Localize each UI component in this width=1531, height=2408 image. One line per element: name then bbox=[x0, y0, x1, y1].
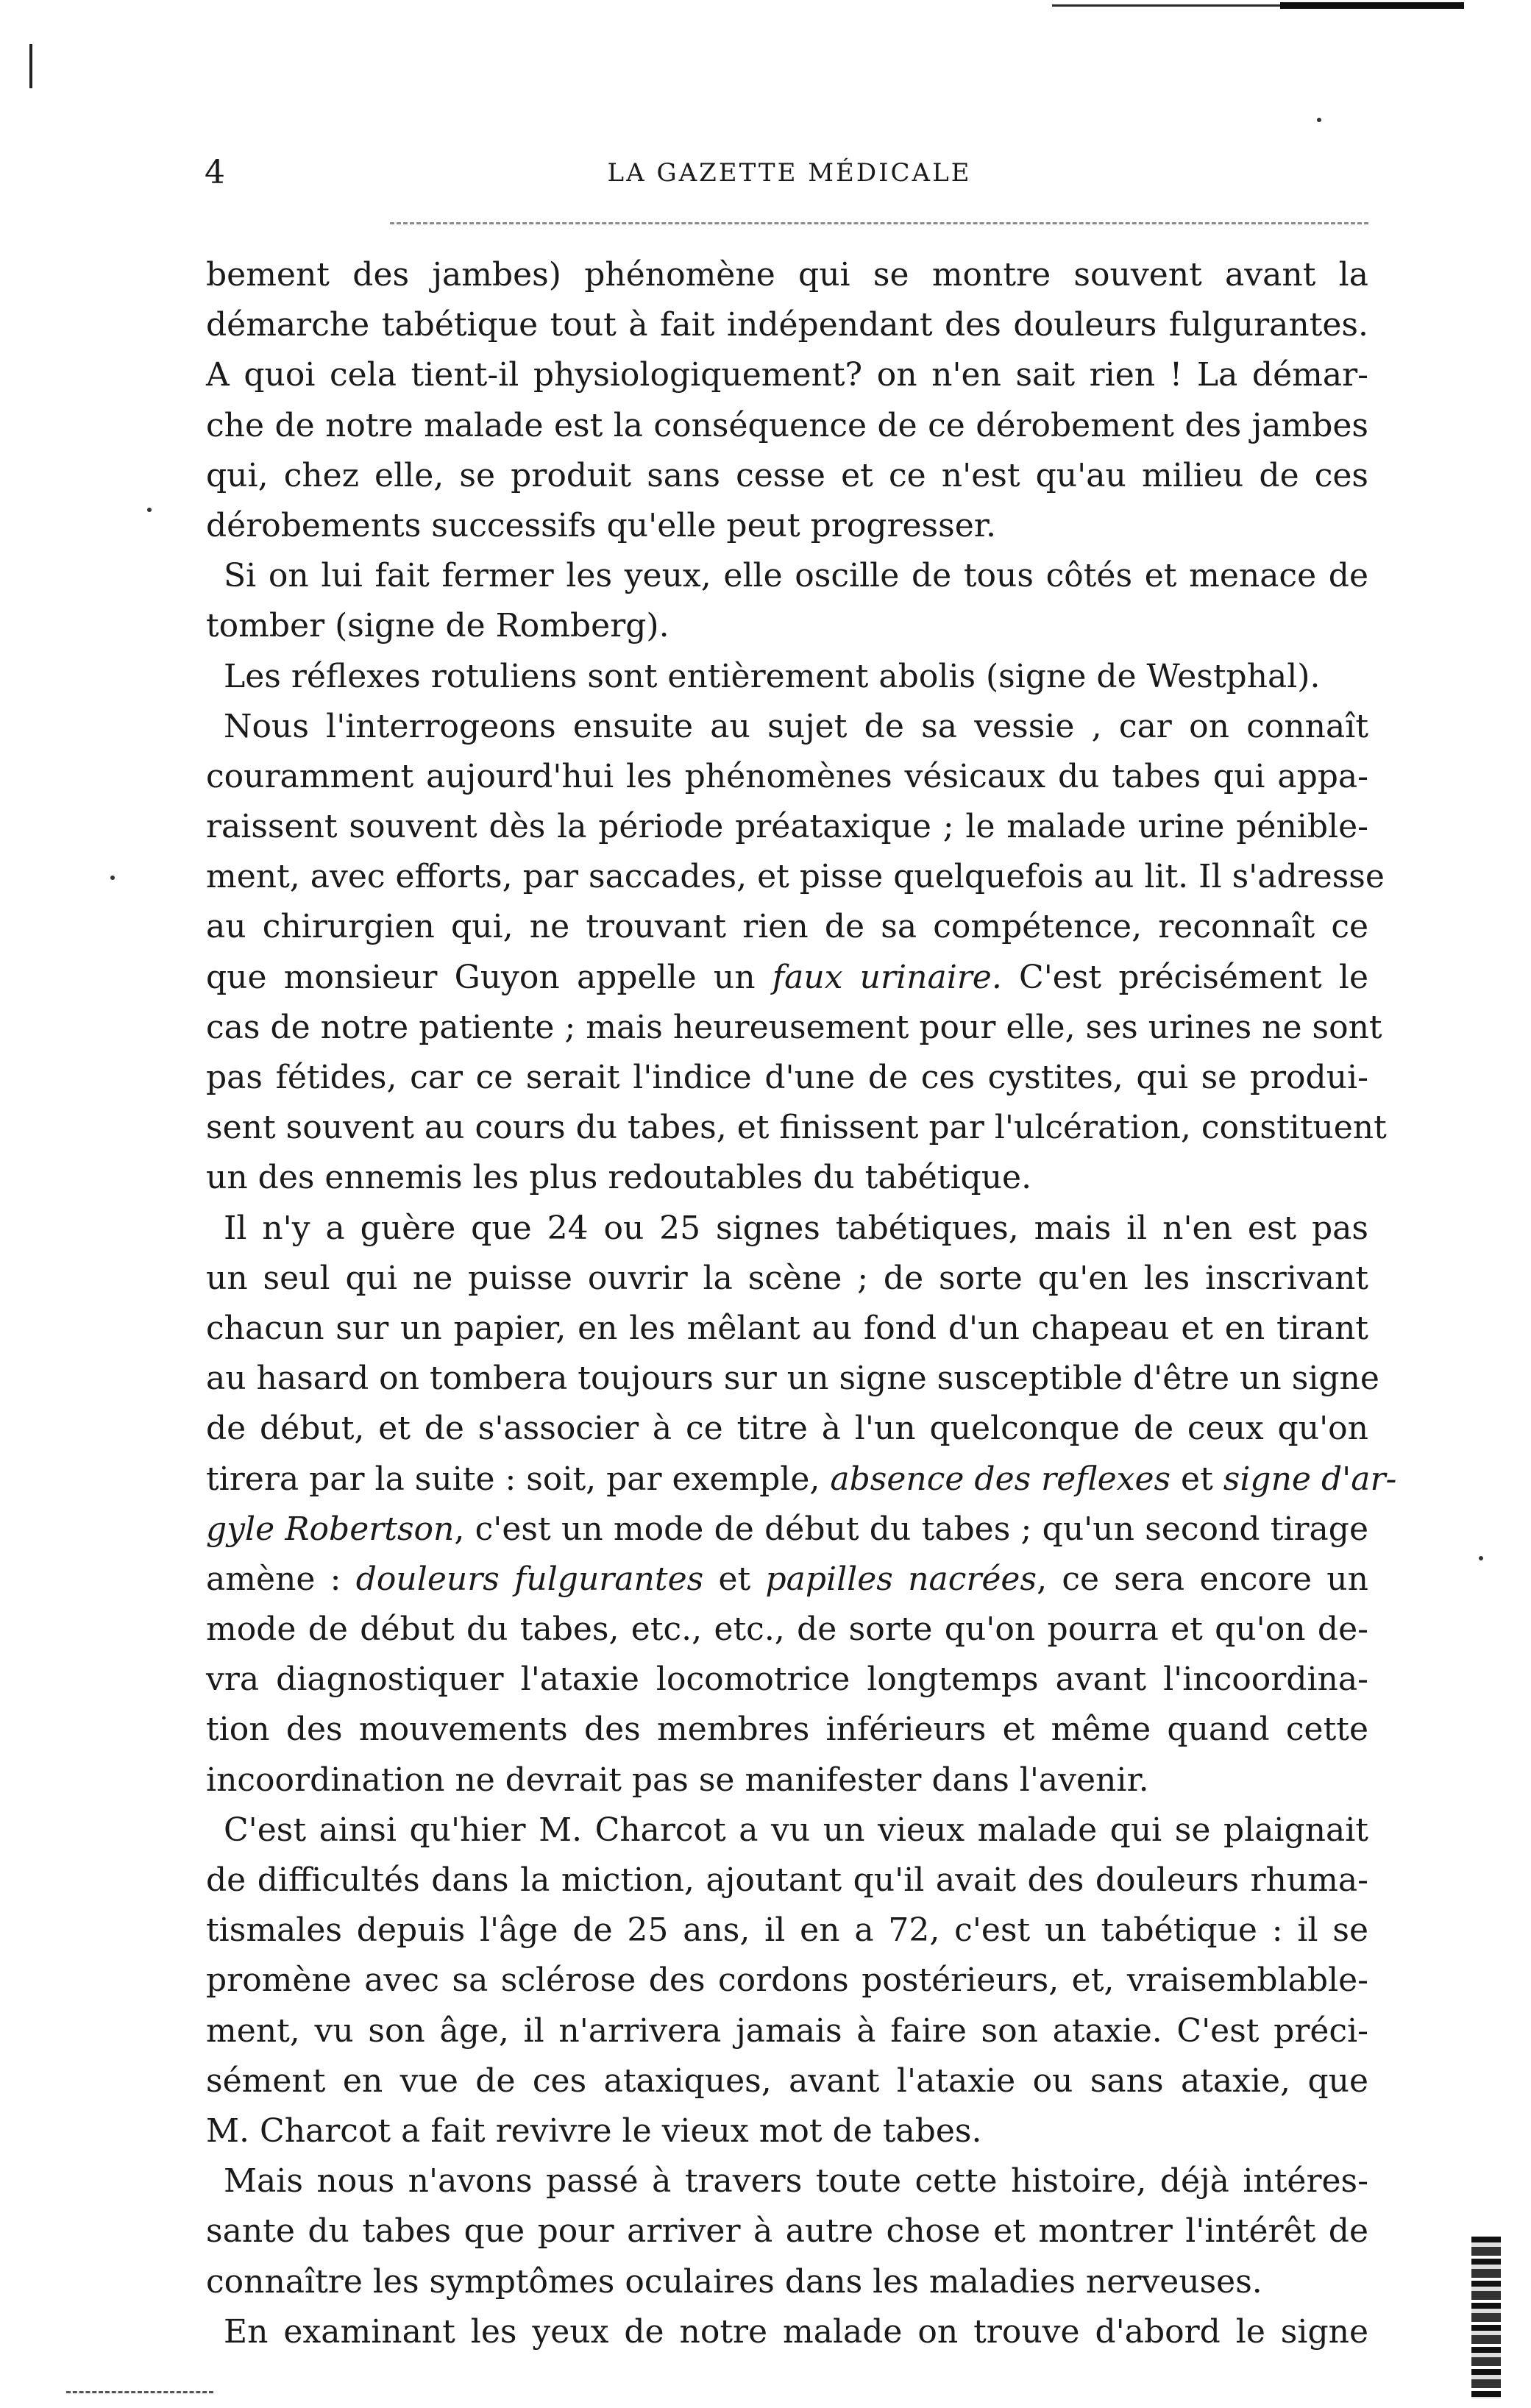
text-line: un des ennemis les plus redoutables du tabétique. bbox=[206, 1159, 1032, 1197]
text-line: au hasard on tombera toujours sur un signe susceptible d'être un signe bbox=[206, 1360, 1379, 1398]
text-line: sante du tabes que pour arriver à autre chose et montrer l'intérêt de bbox=[206, 2212, 1368, 2251]
margin-dot bbox=[147, 508, 152, 512]
margin-dot bbox=[110, 876, 115, 880]
text-line: C'est ainsi qu'hier M. Charcot a vu un vieux malade qui se plaignait bbox=[224, 1811, 1368, 1849]
text-line: dérobements successifs qu'elle peut progresser. bbox=[206, 506, 996, 544]
italic-term: gyle Robertson bbox=[206, 1510, 455, 1548]
text-line: démarche tabétique tout à fait indépendant des douleurs fulgurantes. bbox=[206, 306, 1368, 344]
italic-term: faux urinaire. bbox=[772, 958, 1002, 996]
text-line bbox=[206, 1505, 1368, 1555]
text-line: Les réflexes rotuliens sont entièrement abolis (signe de Westphal). bbox=[224, 657, 1321, 695]
text-line: couramment aujourd'hui les phénomènes vésicaux du tabes qui appa- bbox=[206, 757, 1368, 795]
text-run: amène : bbox=[206, 1560, 356, 1598]
text-line: sément en vue de ces ataxiques, avant l'ataxie ou sans ataxie, que bbox=[206, 2061, 1368, 2100]
text-line: Mais nous n'avons passé à travers toute cette histoire, déjà intéres- bbox=[224, 2162, 1368, 2201]
text-line: sent souvent au cours du tabes, et finissent par l'ulcération, constituent bbox=[206, 1109, 1387, 1147]
text-line: tion des mouvements des membres inférieurs et même quand cette bbox=[206, 1711, 1368, 1749]
italic-term: papilles nacrées bbox=[765, 1560, 1037, 1598]
text-line: qui, chez elle, se produit sans cesse et ce n'est qu'au milieu de ces bbox=[206, 456, 1368, 494]
page-header bbox=[205, 151, 1374, 195]
text-run: , ce sera encore un bbox=[1037, 1560, 1368, 1598]
text-line: connaître les symptômes oculaires dans les maladies nerveuses. bbox=[206, 2262, 1262, 2301]
text-line: raissent souvent dès la période préataxique ; le malade urine pénible- bbox=[206, 808, 1368, 846]
text-line: En examinant les yeux de notre malade on trouve d'abord le signe bbox=[224, 2312, 1368, 2351]
text-line: M. Charcot a fait revivre le vieux mot de tabes. bbox=[206, 2112, 982, 2150]
margin-dot bbox=[1479, 1556, 1483, 1560]
running-head: LA GAZETTE MÉDICALE bbox=[607, 158, 972, 188]
text-line: vra diagnostiquer l'ataxie locomotrice longtemps avant l'incoordina- bbox=[206, 1661, 1368, 1699]
text-line: promène avec sa sclérose des cordons postérieurs, et, vraisemblable- bbox=[206, 1961, 1368, 2000]
text-run: et bbox=[703, 1560, 766, 1598]
bottom-rule bbox=[66, 2391, 213, 2393]
text-line: de début, et de s'associer à ce titre à l'un quelconque de ceux qu'on bbox=[206, 1410, 1368, 1448]
text-line: ment, vu son âge, il n'arrivera jamais à faire son ataxie. C'est préci- bbox=[206, 2011, 1368, 2050]
text-line: Nous l'interrogeons ensuite au sujet de sa vessie , car on connaît bbox=[224, 707, 1368, 745]
text-line: che de notre malade est la conséquence de ce dérobement des jambes bbox=[206, 406, 1368, 444]
text-line: mode de début du tabes, etc., etc., de sorte qu'on pourra et qu'on de- bbox=[206, 1610, 1368, 1649]
text-line: Si on lui fait fermer les yeux, elle oscille de tous côtés et menace de bbox=[224, 557, 1368, 595]
text-run: que monsieur Guyon appelle un bbox=[206, 958, 772, 996]
text-line: Il n'y a guère que 24 ou 25 signes tabétiques, mais il n'en est pas bbox=[224, 1209, 1368, 1247]
margin-dot bbox=[1317, 118, 1321, 122]
text-line: pas fétides, car ce serait l'indice d'une de ces cystites, qui se produi- bbox=[206, 1059, 1368, 1096]
page-number: 4 bbox=[205, 154, 225, 191]
text-run: tirera par la suite : soit, par exemple, bbox=[206, 1460, 831, 1498]
text-run: et bbox=[1171, 1460, 1223, 1498]
text-line: au chirurgien qui, ne trouvant rien de sa compétence, reconnaît ce bbox=[206, 908, 1368, 946]
italic-term: douleurs fulgurantes bbox=[355, 1560, 704, 1598]
text-line: tismales depuis l'âge de 25 ans, il en a 72, c'est un tabétique : il se bbox=[206, 1911, 1368, 1950]
text-line: tomber (signe de Romberg). bbox=[206, 607, 669, 645]
text-line: ment, avec efforts, par saccades, et pisse quelquefois au lit. Il s'adresse bbox=[206, 858, 1385, 896]
text-line: de difficultés dans la miction, ajoutant qu'il avait des douleurs rhuma- bbox=[206, 1861, 1368, 1899]
text-run: C'est précisément le bbox=[1001, 958, 1368, 996]
top-rule-thick bbox=[1280, 2, 1464, 9]
text-line: bement des jambes) phénomène qui se montre souvent avant la bbox=[206, 256, 1368, 294]
text-line: cas de notre patiente ; mais heureusement pour elle, ses urines ne sont bbox=[206, 1008, 1382, 1046]
text-line bbox=[206, 1555, 1368, 1605]
text-line: incoordination ne devrait pas se manifester dans l'avenir. bbox=[206, 1761, 1149, 1799]
text-line: A quoi cela tient-il physiologiquement? on n'en sait rien ! La démar- bbox=[206, 356, 1368, 394]
page-edge-scan-artifact bbox=[1471, 2237, 1501, 2398]
text-line bbox=[206, 1455, 1397, 1505]
italic-term: signe d'ar- bbox=[1223, 1460, 1397, 1498]
header-rule bbox=[390, 222, 1368, 224]
text-line bbox=[206, 953, 1368, 1003]
text-line: un seul qui ne puisse ouvrir la scène ; de sorte qu'en les inscrivant bbox=[206, 1259, 1368, 1297]
italic-term: absence des reflexes bbox=[830, 1460, 1171, 1498]
text-run: , c'est un mode de début du tabes ; qu'un second tirage bbox=[454, 1510, 1368, 1548]
text-line: chacun sur un papier, en les mêlant au fond d'un chapeau et en tirant bbox=[206, 1309, 1368, 1347]
margin-mark bbox=[29, 44, 32, 88]
body-text bbox=[206, 250, 1397, 2357]
